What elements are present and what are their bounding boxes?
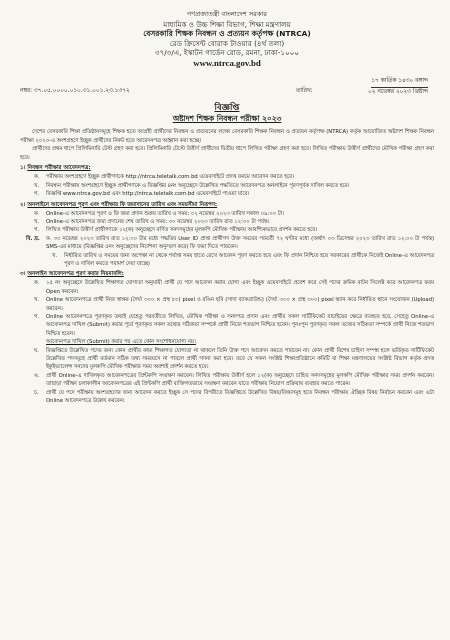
list-item	[20, 190, 434, 198]
section-number: ৩।	[20, 271, 26, 278]
item-text: পরীক্ষায় অংশগ্রহণে ইচ্ছুক প্রার্থীগণকে http://ntrca.teletalk.com.bd ওয়েবসাইটে প্রদত্ত ফরমে আবেদন করতে হবে।	[46, 174, 294, 181]
intro-paragraph-2: প্রার্থীদের প্রথম ধাপে প্রিলিমিনারি টেস্ট গ্রহণ করা হবে। প্রিলিমিনারি টেস্টে উত্তীর্ণ প্রার্থীদের দ্বিতীয় ধাপে লিখিত পরীক্ষা গ্রহণ করা হবে। লিখিত পরীক্ষায় উত্তীর্ণ প্রার্থীদের মৌখিক পরীক্ষা গ্রহণ করা হবে।	[20, 146, 434, 161]
item-key: গ.	[34, 227, 40, 234]
note-text: ৩০ নভেম্বর ২০২৩ তারিখ রাত ১২:০০ টার মধ্যে পদ্ধতির User ID প্রাপ্ত প্রার্থীগণ উক্ত সময়ের পরবর্তী ৭২ ঘণ্টার মধ্যে (অর্থাৎ ০৩ ডিসেম্বর ২০২৩ তারিখ রাত ১২:০০ টা পর্যন্ত) SMS-এর মাধ্যমে (বিজ্ঞপ্তির ৫নং অনুচ্ছেদের নির্দেশনা অনুসরণ করে) ফি জমা দিতে পারবেন।	[46, 235, 434, 251]
section-heading	[20, 201, 434, 210]
list-item	[20, 389, 434, 406]
list-item	[20, 182, 434, 190]
section-title: অনলাইন আবেদনপত্র পূরণ করার নিয়মাবলি:	[27, 271, 124, 278]
item-text: লিখিত পরীক্ষায় উত্তীর্ণ প্রার্থীগণকে ১২(ক) অনুচ্ছেদে বর্ণিত সনদসমূহের মূলকপি মৌখিক পরীক্ষায় আবশ্যিকভাবে প্রদর্শন করতে হবে।	[46, 227, 318, 234]
item-text: Online-এ আবেদনপত্র জমা প্রদানের শেষ তারিখ ও সময়: ৩০ নভেম্বর ২০২৩ তারিখ রাত ১২:০০ টা পর্যন্ত।	[46, 218, 270, 225]
section-number: ১।	[20, 165, 26, 172]
item-text: নিবন্ধন পরীক্ষায় অংশগ্রহণে ইচ্ছুক প্রার্থীগণকে এ বিজ্ঞপ্তির ৪নং অনুচ্ছেদে উল্লেখিত পদ্ধতিতে আবেদনপত্র অনলাইনে পূরণপূর্বক দাখিল করতে হবে।	[46, 182, 350, 189]
item-key: গ.	[34, 191, 40, 198]
date-label: তারিখ:	[296, 87, 313, 94]
date-english: ০২ নভেম্বর ২০২৩ খ্রিষ্টাব্দ	[367, 88, 428, 95]
list-item	[20, 372, 434, 389]
item-text: আবেদনপত্র দাখিল (Submit) করার পর এতে কোন সংশোধনযোগ্য নয়।	[46, 339, 196, 346]
item-key: খ.	[34, 297, 40, 304]
division-line: মাধ্যমিক ও উচ্চ শিক্ষা বিভাগ, শিক্ষা মন্ত্রণালয়	[163, 19, 291, 29]
intro-paragraph: দেশের বেসরকারি শিক্ষা প্রতিষ্ঠানসমূহে শিক্ষক হতে আগ্রহী প্রার্থীদের নিবন্ধন ও প্রত্যয়নের লক্ষ্যে বেসরকারি শিক্ষক নিবন্ধন ও প্রত্যয়ন কর্তৃপক্ষ (NTRCA) কর্তৃক আয়োজিত অষ্টাদশ শিক্ষক নিবন্ধন পরীক্ষা ২০২৩-এ অংশগ্রহণে ইচ্ছুক প্রার্থীদের নিকট হতে আবেদনপত্র আহ্বান করা হচ্ছে।	[20, 128, 434, 144]
website-link[interactable]: www.ntrca.gov.bd	[193, 57, 261, 68]
reference-row	[20, 72, 434, 102]
section-number: ২।	[20, 201, 26, 208]
item-text: প্রার্থী যে পদে পরীক্ষায় অংশগ্রহণের জন্য আবেদন করতে ইচ্ছুক সে পদের বিপরীতে বিজ্ঞপ্তিতে উল্লেখিত বিষয়/বিষয়সমূহ হতে নিবন্ধন পরীক্ষায় ঐচ্ছিক বিষয় নির্বাচন করবেন এবং এটা Online আবেদনপত্রে উল্লেখ করবেন।	[46, 389, 434, 405]
notice-title	[20, 103, 434, 114]
section-heading	[20, 164, 434, 173]
item-text: Online আবেদনপত্রে প্রার্থী নিজ স্বাক্ষর (দৈর্ঘ্য ৩০০ × প্রস্থ ৮০) pixel ও রঙিন ছবি (সাদা ব্যাকগ্রাউন্ড) (দৈর্ঘ্য ৩০০ × প্রস্থ ৩০০) pixel স্ক্যান করে নির্ধারিত স্থানে সংযোজন (Upload) করবেন।	[46, 297, 434, 312]
letterhead	[20, 10, 434, 69]
list-item	[20, 226, 434, 234]
building-line: রেড ক্রিসেন্ট বোরাক টাওয়ার (৪র্থ তলা)	[169, 38, 285, 48]
item-key: ঘ.	[34, 347, 39, 354]
item-key: গ.	[34, 314, 40, 321]
note-sub-key: খ.	[52, 252, 58, 259]
notice-title-text: বিজ্ঞপ্তি	[214, 102, 240, 113]
item-key: খ.	[34, 182, 40, 189]
item-text: বিজ্ঞপ্তি www.ntrca.gov.bd এবং http://ntrca.teletalk.com.bd ওয়েবসাইটে পাওয়া যাবে।	[46, 191, 250, 198]
list-item	[20, 210, 434, 218]
date-bangla: ১৭ কার্তিক ১৪৩০ বঙ্গাব্দ	[371, 76, 428, 88]
list-item	[20, 296, 434, 313]
item-key: ক.	[34, 210, 40, 217]
note-sub-key: ক.	[46, 235, 52, 242]
item-key: ক.	[34, 280, 40, 287]
govt-line: গণপ্রজাতন্ত্রী বাংলাদেশ সরকার	[186, 10, 268, 18]
address-line: ৩৭/৩/এ, ইস্কাটন গার্ডেন রোড, রমনা, ঢাকা-১০০০	[154, 48, 300, 58]
list-item	[20, 279, 434, 296]
section-heading	[20, 270, 434, 279]
note-key: বি. দ্র.	[26, 235, 40, 242]
list-item	[20, 347, 434, 372]
list-item	[20, 313, 434, 338]
item-text: ১৫ নং অনুচ্ছেদে উল্লেখিত শিক্ষাগত যোগ্যতা অনুযায়ী প্রার্থী যে পদে আবেদন করার যোগ্য এবং ইচ্ছুক ওয়েবসাইটে প্রবেশ করে সেই পদের ক্রমিক বাটন সিলেক্ট করে আবেদনপত্র ফরম Open করবেন।	[46, 280, 434, 295]
list-item	[20, 173, 434, 181]
authority-name: বেসরকারি শিক্ষক নিবন্ধন ও প্রত্যয়ন কর্তৃপক্ষ (NTRCA)	[143, 29, 311, 39]
note-item	[20, 235, 434, 252]
note-item	[20, 252, 434, 269]
list-item	[20, 338, 434, 346]
section-title: নিবন্ধন পরীক্ষার আবেদনপত্র:	[27, 165, 91, 172]
item-text: প্রার্থী Online-এ দাখিলকৃত আবেদনপত্রের প্রিন্টকপি সংরক্ষণ করবেন। লিখিত পরীক্ষায় উত্তীর্ণ হলে ১২(ক) অনুচ্ছেদে চাহিত সনদসমূহের মূলকপি মৌখিক পরীক্ষার সময় প্রদর্শন করবেন। তাছাড়া পরীক্ষা চলাকালীন আবেদনপত্রের এই প্রিন্টকপি প্রার্থী ব্যক্তিগতভাবে সংরক্ষণ করবেন যাতে পরীক্ষায় নিয়োগ প্রক্রিয়ায় ব্যবহার করতে পারেন।	[46, 372, 434, 388]
item-key: খ.	[34, 218, 40, 225]
item-key: ঙ.	[34, 372, 40, 379]
item-key: ক.	[34, 174, 40, 181]
section-title: অনলাইনে আবেদনপত্র পূরণ এবং পরীক্ষার ফি জমাদানের তারিখ এবং সময়সীমা নিরূপণ:	[27, 201, 218, 208]
exam-subtitle: অষ্টাদশ শিক্ষক নিবন্ধন পরীক্ষা ২০২৩	[172, 113, 282, 123]
item-key: চ.	[34, 389, 39, 396]
item-text: বিজ্ঞপ্তিতে উল্লেখিত পদের জন্য কোন প্রার্থীর কাম্য শিক্ষাগত যোগ্যতা না থাকলে তিনি উক্ত পদে আবেদন করতে পারবেন না। কোন প্রার্থী বিশেষ চাহিদা সম্পন্ন হলে ভর্তিকৃত সার্টিফিকেট উল্লেখিত পদসমূহে প্রার্থী বর্তমান সঠিক তথ্য সমবয়সে না পারলে প্রার্থী গণনা করা হবে। তবে যে সকল সংশ্লিষ্ট শিক্ষাপ্রতিষ্ঠানে কমিটি বা শিক্ষা মন্ত্রণালয়ের সংশ্লিষ্ট বিভাগ কর্তৃক প্রদত্ত ইকুইভ্যালেন্স সনদের মূলকপি মৌখিক পরীক্ষার সময় অবশ্যই প্রদর্শন করতে হবে।	[46, 347, 434, 371]
item-text: Online আবেদনপত্রে পূরণকৃত তথ্যই যেহেতু পরবর্তীতে লিখিত, মৌখিক পরীক্ষা ও সনদপত্র প্রদান এবং প্রার্থীর সকল সার্টিফিকেট যাচাইয়ের ক্ষেত্রে ব্যবহৃত হবে, সেহেতু Online-এ আবেদনপত্র দাখিল (Submit) করার পূর্বে পূরণকৃত সকল তথ্যের সঠিকতা সম্পর্কে প্রার্থী নিজে শতভাগ নিশ্চিত হবেন। পুনঃপুন পুরণকৃত সকল তথ্যের সঠিকতা সম্পর্কে প্রার্থী নিজে শতভাগ নিশ্চিত হবেন।	[46, 314, 434, 337]
note-text: নির্ধারিত তারিখ ও সময়ের জন্য অপেক্ষা না থেকে পর্যাপ্ত সময় হাতে রেখে আবেদন পূরণ করতে হবে এবং ফি প্রদান নিশ্চিত হয়ে সরকারের প্রার্থীকে নিজেই Online-এ আবেদনপত্র পূরণ ও দাখিল করতে পরামর্শ দেয়া যাচ্ছে।	[64, 252, 434, 267]
memo-number: নম্বর: ৩৭.০৫.০০০০.০১০.৩১.০০১.২৩.১৩৭২	[20, 87, 130, 94]
item-text: Online-এ আবেদনপত্র পূরণ ও ফি জমা প্রদান শুরুর তারিখ ও সময়: ০২ নভেম্বর ২০২৩ তারিখ সকাল ০৯:০০ টা।	[46, 210, 284, 217]
list-item	[20, 218, 434, 226]
